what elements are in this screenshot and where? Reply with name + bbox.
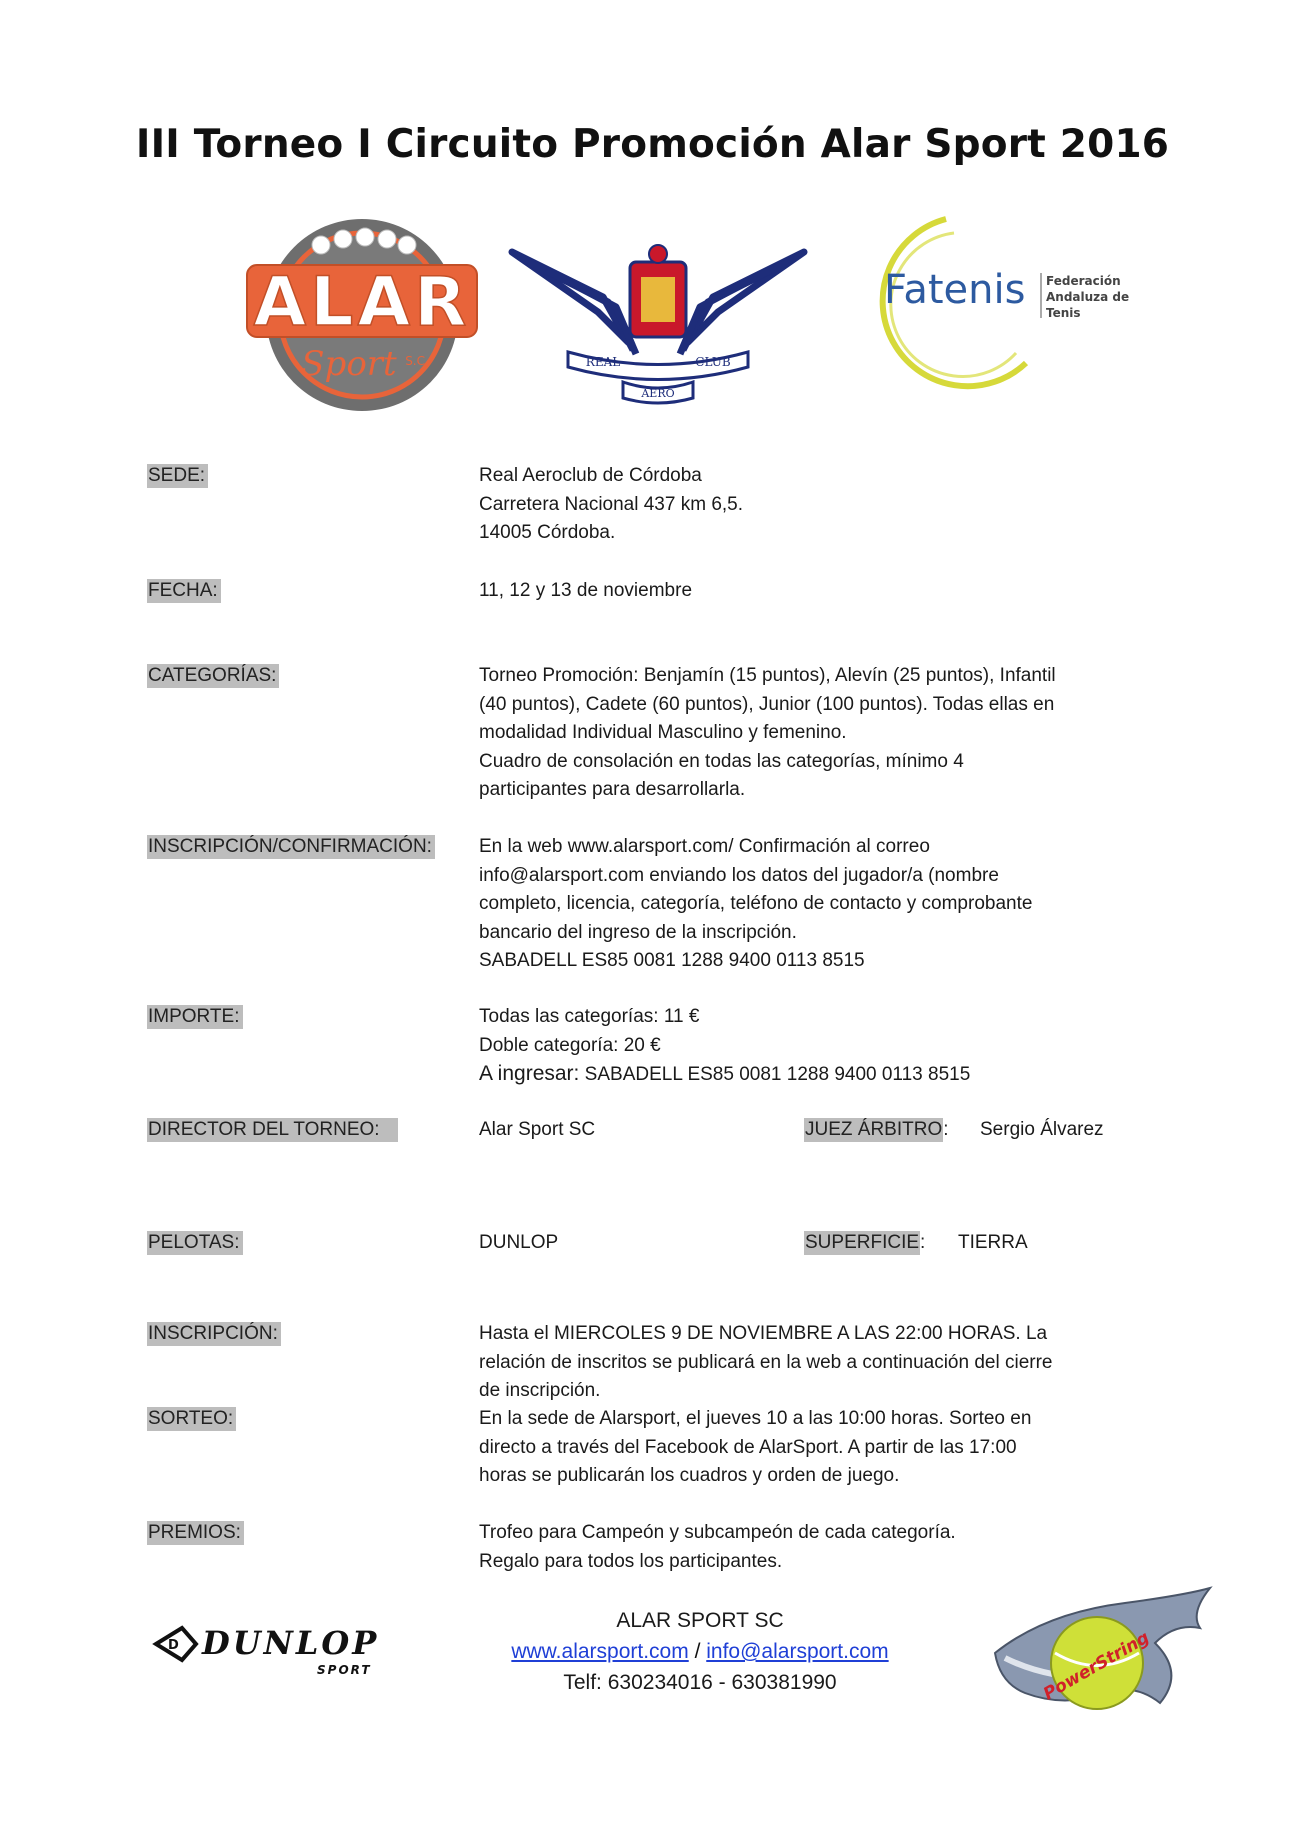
alar-sport-logo [247,215,477,415]
page-title: III Torneo I Circuito Promoción Alar Sport 2016 [135,122,1170,167]
value-importe [479,1003,970,1090]
footer-phone: Telf: 630234016 - 630381990 [563,1671,837,1694]
label-inscripcion-confirmacion [147,836,435,858]
dunlop-logo-name: DUNLOP [202,1624,380,1662]
categorias-line: participantes para desarrollarla. [479,779,746,800]
importe-ingresar-value: SABADELL ES85 0081 1288 9400 0113 8515 [579,1064,971,1085]
value-superficie: TIERRA [958,1232,1028,1253]
sorteo-line: En la sede de Alarsport, el jueves 10 a las 10:00 horas. Sorteo en [479,1408,1032,1429]
inscripcion-conf-line: info@alarsport.com enviando los datos del jugador/a (nombre [479,864,999,886]
label-sede-text: SEDE: [147,464,208,488]
alar-logo-sub: Sport [301,344,397,384]
label-pelotas-text: PELOTAS: [147,1231,243,1255]
value-sede [479,462,743,548]
alar-logo-suffix: S.C. [405,354,429,368]
real-aero-club-logo [508,242,808,407]
footer-links [430,1636,970,1667]
label-importe-text: IMPORTE: [147,1005,243,1029]
label-categorias [147,665,279,687]
premios-line: Trofeo para Campeón y subcampeón de cada categoría. [479,1522,956,1543]
label-premios-text: PREMIOS: [147,1521,244,1545]
value-inscripcion-confirmacion [479,833,1032,976]
label-pelotas [147,1232,243,1254]
premios-line: Regalo para todos los participantes. [479,1550,783,1572]
label-juez [804,1119,949,1141]
importe-line: Doble categoría: 20 € [479,1034,661,1056]
inscripcion-line: relación de inscritos se publicará en la web a continuación del cierre [479,1351,1053,1373]
aero-ribbon-right: CLUB [695,355,731,369]
alar-logo-main: ALAR [253,263,471,342]
label-inscripcion-text: INSCRIPCIÓN: [147,1322,281,1346]
label-director-text: DIRECTOR DEL TORNEO: [147,1118,398,1142]
categorias-line: modalidad Individual Masculino y femenino. [479,722,847,743]
label-superficie-colon: : [920,1232,926,1253]
label-sorteo-text: SORTEO: [147,1407,236,1431]
importe-ingresar-prefix: A ingresar: [479,1062,580,1085]
value-director: Alar Sport SC [479,1119,596,1140]
label-superficie-text: SUPERFICIE [805,1232,920,1253]
dunlop-logo-sub: SPORT [317,1663,372,1677]
label-superficie [804,1232,925,1254]
label-categorias-text: CATEGORÍAS: [147,664,279,688]
label-juez-colon: : [943,1119,949,1140]
inscripcion-conf-line: bancario del ingreso de la inscripción. [479,921,797,943]
value-pelotas: DUNLOP [479,1232,559,1253]
fatenis-line2: Andaluza de [1046,290,1130,304]
aero-ribbon-left: REAL [585,355,621,369]
label-director [147,1119,398,1141]
svg-text:D: D [168,1638,179,1653]
inscripcion-conf-line: En la web www.alarsport.com/ Confirmación al correo [479,836,930,857]
inscripcion-line: de inscripción. [479,1380,601,1401]
label-juez-text: JUEZ ÁRBITRO [805,1119,943,1140]
inscripcion-conf-line: SABADELL ES85 0081 1288 9400 0113 8515 [479,950,865,971]
label-fecha-text: FECHA: [147,579,221,603]
importe-ingresar [479,1060,970,1090]
importe-line: Todas las categorías: 11 € [479,1006,700,1027]
fatenis-logo-name: Fatenis [884,267,1026,313]
sede-line: Carretera Nacional 437 km 6,5. [479,493,744,515]
label-sede [147,465,208,487]
label-sorteo [147,1408,236,1430]
value-inscripcion [479,1320,1053,1406]
inscripcion-line: Hasta el MIERCOLES 9 DE NOVIEMBRE A LAS 22:00 HORAS. La [479,1323,1048,1344]
fatenis-logo [836,213,1130,393]
label-fecha [147,580,221,602]
categorias-line: (40 puntos), Cadete (60 puntos), Junior (100 puntos). Todas ellas en [479,693,1055,715]
footer-email-link[interactable]: info@alarsport.com [706,1640,889,1663]
sorteo-line: directo a través del Facebook de AlarSport. A partir de las 17:00 [479,1436,1017,1458]
value-juez: Sergio Álvarez [980,1119,1104,1140]
sede-line: 14005 Córdoba. [479,522,616,543]
fatenis-line3: Tenis [1046,306,1081,320]
label-premios [147,1522,244,1544]
powerstring-logo [985,1583,1215,1738]
label-inscripcion [147,1323,281,1345]
sorteo-line: horas se publicarán los cuadros y orden de juego. [479,1465,900,1486]
categorias-line: Cuadro de consolación en todas las categorías, mínimo 4 [479,750,964,772]
footer-contact [430,1605,970,1698]
label-importe [147,1006,243,1028]
value-fecha: 11, 12 y 13 de noviembre [479,580,693,601]
value-sorteo [479,1405,1031,1491]
categorias-line: Torneo Promoción: Benjamín (15 puntos), Alevín (25 puntos), Infantil [479,665,1056,686]
footer-org: ALAR SPORT SC [616,1609,784,1632]
footer-web-link[interactable]: www.alarsport.com [511,1640,689,1663]
sede-line: Real Aeroclub de Córdoba [479,465,702,486]
aero-ribbon-bottom: AERO [641,387,675,400]
value-categorias [479,662,1056,805]
label-inscripcion-confirmacion-text: INSCRIPCIÓN/CONFIRMACIÓN: [147,835,435,859]
powerstring-logo-name: PowerString [1040,1627,1153,1705]
value-premios [479,1519,956,1576]
fatenis-line1: Federación [1046,274,1121,288]
inscripcion-conf-line: completo, licencia, categoría, teléfono de contacto y comprobante [479,893,1033,914]
footer-separator: / [688,1640,707,1663]
dunlop-logo [152,1622,442,1678]
